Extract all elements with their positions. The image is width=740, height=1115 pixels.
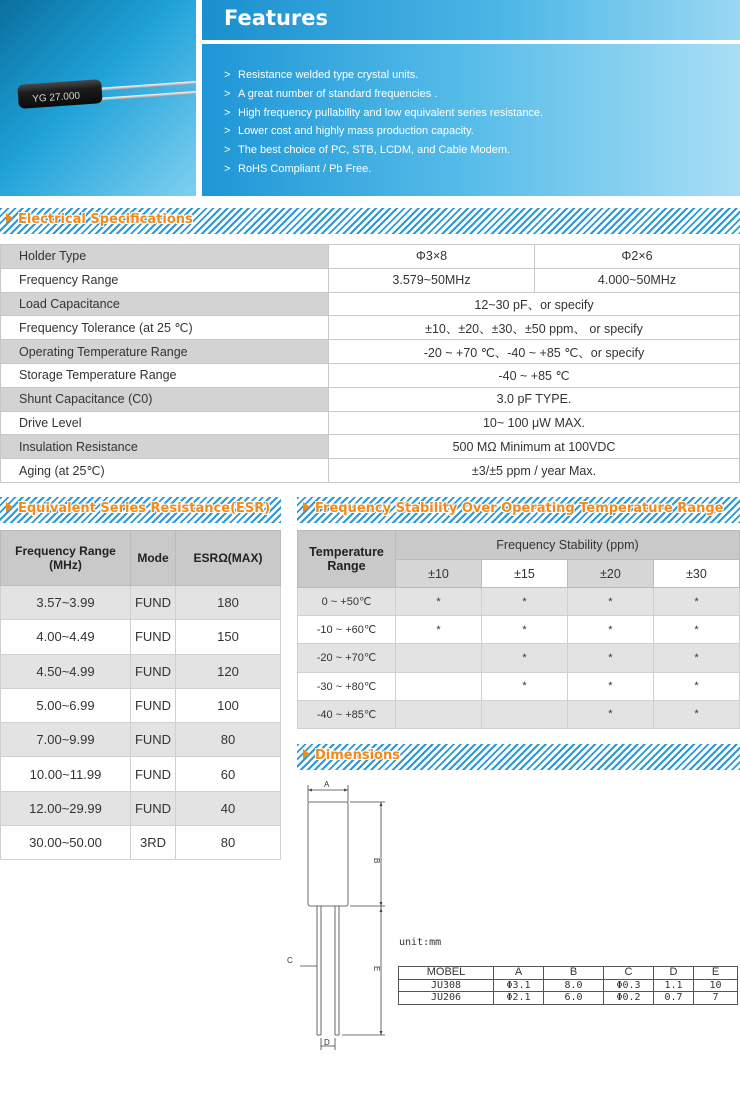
stability-col-20: ±20 bbox=[567, 560, 653, 588]
bullet-glyph: > bbox=[224, 125, 231, 138]
esr-row bbox=[1, 654, 281, 688]
esr-cell: 4.00~4.49 bbox=[1, 620, 131, 654]
esr-banner bbox=[0, 497, 281, 523]
stability-cell: * bbox=[567, 588, 653, 616]
feature-text: High frequency pullability and low equivalent series resistance. bbox=[238, 106, 544, 119]
dimensions-banner bbox=[297, 744, 740, 770]
esr-cell: 12.00~29.99 bbox=[1, 791, 131, 825]
feature-text: Resistance welded type crystal units. bbox=[238, 69, 419, 81]
stability-cell: 0 ~ +50℃ bbox=[298, 588, 396, 616]
stability-cell: * bbox=[567, 616, 653, 644]
stability-cell: * bbox=[653, 700, 739, 728]
stability-cell: * bbox=[567, 644, 653, 672]
esr-cell: FUND bbox=[131, 757, 176, 791]
esr-header-frequency: Frequency Range (MHz) bbox=[1, 531, 131, 586]
dim-label-c: C bbox=[287, 956, 293, 965]
esr-cell: FUND bbox=[131, 688, 176, 722]
crystal-image bbox=[0, 0, 196, 196]
dim-cell: Φ0.3 bbox=[604, 979, 654, 992]
spec-label: Drive Level bbox=[1, 411, 329, 435]
spec-label: Aging (at 25℃) bbox=[1, 459, 329, 483]
stability-cell: * bbox=[653, 672, 739, 700]
product-photo bbox=[0, 0, 196, 196]
spec-value: -20 ~ +70 ℃、-40 ~ +85 ℃、or specify bbox=[329, 340, 740, 364]
feature-item bbox=[224, 85, 543, 104]
stability-cell bbox=[481, 700, 567, 728]
play-arrow-icon bbox=[6, 213, 13, 223]
dim-cell: 10 bbox=[694, 979, 738, 992]
esr-row bbox=[1, 757, 281, 791]
spec-label: Holder Type bbox=[1, 245, 329, 269]
dim-cell: Φ3.1 bbox=[494, 979, 544, 992]
spec-row bbox=[1, 292, 740, 316]
esr-header-esr: ESRΩ(MAX) bbox=[176, 531, 281, 586]
esr-cell: 180 bbox=[176, 586, 281, 620]
spec-row bbox=[1, 268, 740, 292]
spec-value: 500 MΩ Minimum at 100VDC bbox=[329, 435, 740, 459]
dim-header-d: D bbox=[654, 967, 694, 980]
dim-header-model: MOBEL bbox=[399, 967, 494, 980]
esr-cell: 3.57~3.99 bbox=[1, 586, 131, 620]
unit-label: unit:mm bbox=[399, 937, 442, 948]
esr-cell: 10.00~11.99 bbox=[1, 757, 131, 791]
stability-header-temperature: Temperature Range bbox=[298, 531, 396, 588]
esr-cell: FUND bbox=[131, 723, 176, 757]
feature-item bbox=[224, 104, 543, 123]
stability-banner bbox=[297, 497, 740, 523]
stability-cell: * bbox=[567, 672, 653, 700]
esr-row bbox=[1, 791, 281, 825]
stability-cell: * bbox=[567, 700, 653, 728]
stability-cell: -40 ~ +85℃ bbox=[298, 700, 396, 728]
dim-cell: Φ2.1 bbox=[494, 992, 544, 1005]
spec-label: Frequency Tolerance (at 25 ℃) bbox=[1, 316, 329, 340]
spec-value: 3.0 pF TYPE. bbox=[329, 387, 740, 411]
esr-cell: 80 bbox=[176, 723, 281, 757]
esr-cell: 120 bbox=[176, 654, 281, 688]
spec-value: Φ3×8 bbox=[329, 245, 535, 269]
dim-cell: Φ0.2 bbox=[604, 992, 654, 1005]
spec-value: -40 ~ +85 ℃ bbox=[329, 363, 740, 387]
dimensions-table bbox=[398, 966, 738, 1005]
feature-item bbox=[224, 66, 543, 85]
feature-item bbox=[224, 160, 543, 179]
bullet-glyph: > bbox=[224, 69, 231, 81]
spec-row bbox=[1, 316, 740, 340]
esr-cell: FUND bbox=[131, 791, 176, 825]
esr-header-mode: Mode bbox=[131, 531, 176, 586]
dim-label-a: A bbox=[324, 780, 330, 789]
electrical-spec-table bbox=[0, 244, 740, 483]
stability-cell: -10 ~ +60℃ bbox=[298, 616, 396, 644]
dim-label-e: E bbox=[372, 966, 381, 972]
stability-row bbox=[298, 588, 740, 616]
dimension-drawing bbox=[280, 780, 400, 1055]
esr-cell: FUND bbox=[131, 620, 176, 654]
feature-item bbox=[224, 141, 543, 160]
play-arrow-icon bbox=[303, 502, 310, 512]
esr-cell: 80 bbox=[176, 826, 281, 860]
spec-value: Φ2×6 bbox=[535, 245, 740, 269]
dim-cell: 0.7 bbox=[654, 992, 694, 1005]
feature-text: RoHS Compliant / Pb Free. bbox=[238, 162, 372, 175]
stability-cell: * bbox=[396, 588, 482, 616]
dim-cell: 6.0 bbox=[544, 992, 604, 1005]
esr-cell: 40 bbox=[176, 791, 281, 825]
stability-header-group: Frequency Stability (ppm) bbox=[396, 531, 740, 560]
spec-label: Insulation Resistance bbox=[1, 435, 329, 459]
dimensions-title: Dimensions bbox=[315, 748, 400, 763]
crystal-marking: YG 27.000 bbox=[31, 90, 81, 105]
stability-row bbox=[298, 616, 740, 644]
spec-row bbox=[1, 387, 740, 411]
dim-cell: JU308 bbox=[399, 979, 494, 992]
spec-value: 12~30 pF、or specify bbox=[329, 292, 740, 316]
spec-row bbox=[1, 363, 740, 387]
spec-label: Operating Temperature Range bbox=[1, 340, 329, 364]
dim-cell: 1.1 bbox=[654, 979, 694, 992]
stability-cell: * bbox=[653, 644, 739, 672]
spec-row bbox=[1, 340, 740, 364]
spec-value: 3.579~50MHz bbox=[329, 268, 535, 292]
bullet-glyph: > bbox=[224, 87, 231, 100]
esr-title: Equivalent Series Resistance(ESR) bbox=[18, 501, 271, 516]
feature-text: A great number of standard frequencies . bbox=[238, 87, 438, 100]
spec-label: Frequency Range bbox=[1, 268, 329, 292]
dim-cell: 7 bbox=[694, 992, 738, 1005]
dim-header-a: A bbox=[494, 967, 544, 980]
spec-row bbox=[1, 411, 740, 435]
dim-header-e: E bbox=[694, 967, 738, 980]
play-arrow-icon bbox=[303, 749, 310, 759]
dim-header-c: C bbox=[604, 967, 654, 980]
dim-label-b: B bbox=[372, 858, 381, 864]
spec-label: Load Capacitance bbox=[1, 292, 329, 316]
spec-value: ±10、±20、±30、±50 ppm、 or specify bbox=[329, 316, 740, 340]
bullet-glyph: > bbox=[224, 106, 231, 119]
stability-row bbox=[298, 644, 740, 672]
stability-cell: * bbox=[481, 588, 567, 616]
stability-table bbox=[297, 530, 740, 729]
bullet-glyph: > bbox=[224, 162, 231, 175]
esr-cell: FUND bbox=[131, 586, 176, 620]
dim-row bbox=[399, 979, 738, 992]
esr-cell: 5.00~6.99 bbox=[1, 688, 131, 722]
esr-row bbox=[1, 688, 281, 722]
spec-row bbox=[1, 435, 740, 459]
stability-cell: * bbox=[481, 616, 567, 644]
features-title: Features bbox=[224, 6, 328, 30]
stability-cell: * bbox=[481, 672, 567, 700]
electrical-title: Electrical Specifications bbox=[18, 212, 193, 227]
dim-cell: 8.0 bbox=[544, 979, 604, 992]
stability-cell: -20 ~ +70℃ bbox=[298, 644, 396, 672]
stability-cell bbox=[396, 644, 482, 672]
stability-cell: * bbox=[396, 616, 482, 644]
esr-cell: 100 bbox=[176, 688, 281, 722]
esr-cell: 3RD bbox=[131, 826, 176, 860]
stability-title: Frequency Stability Over Operating Temperature Range bbox=[315, 501, 724, 516]
esr-cell: 150 bbox=[176, 620, 281, 654]
spec-label: Shunt Capacitance (C0) bbox=[1, 387, 329, 411]
esr-cell: FUND bbox=[131, 654, 176, 688]
stability-cell: * bbox=[653, 616, 739, 644]
feature-text: Lower cost and highly mass production capacity. bbox=[238, 125, 474, 138]
stability-cell bbox=[396, 700, 482, 728]
play-arrow-icon bbox=[6, 502, 13, 512]
esr-row bbox=[1, 620, 281, 654]
stability-row bbox=[298, 672, 740, 700]
features-title-bar bbox=[202, 0, 740, 40]
features-header bbox=[0, 0, 740, 196]
spec-label: Storage Temperature Range bbox=[1, 363, 329, 387]
dim-cell: JU206 bbox=[399, 992, 494, 1005]
stability-row bbox=[298, 700, 740, 728]
spec-row bbox=[1, 459, 740, 483]
esr-cell: 7.00~9.99 bbox=[1, 723, 131, 757]
dim-label-d: D bbox=[324, 1038, 330, 1047]
stability-cell bbox=[396, 672, 482, 700]
electrical-banner bbox=[0, 208, 740, 234]
stability-cell: * bbox=[653, 588, 739, 616]
dim-row bbox=[399, 992, 738, 1005]
bullet-glyph: > bbox=[224, 144, 231, 157]
stability-cell: -30 ~ +80℃ bbox=[298, 672, 396, 700]
features-list bbox=[224, 66, 543, 179]
esr-cell: 4.50~4.99 bbox=[1, 654, 131, 688]
esr-row bbox=[1, 586, 281, 620]
esr-cell: 60 bbox=[176, 757, 281, 791]
spec-value: 10~ 100 μW MAX. bbox=[329, 411, 740, 435]
features-panel bbox=[202, 44, 740, 196]
esr-table bbox=[0, 530, 281, 860]
feature-text: The best choice of PC, STB, LCDM, and Cable Modem. bbox=[238, 144, 511, 157]
stability-col-30: ±30 bbox=[653, 560, 739, 588]
spec-row bbox=[1, 245, 740, 269]
esr-cell: 30.00~50.00 bbox=[1, 826, 131, 860]
stability-cell: * bbox=[481, 644, 567, 672]
stability-col-15: ±15 bbox=[481, 560, 567, 588]
spec-value: 4.000~50MHz bbox=[535, 268, 740, 292]
stability-col-10: ±10 bbox=[396, 560, 482, 588]
spec-value: ±3/±5 ppm / year Max. bbox=[329, 459, 740, 483]
feature-item bbox=[224, 122, 543, 141]
esr-row bbox=[1, 826, 281, 860]
esr-row bbox=[1, 723, 281, 757]
dim-header-b: B bbox=[544, 967, 604, 980]
